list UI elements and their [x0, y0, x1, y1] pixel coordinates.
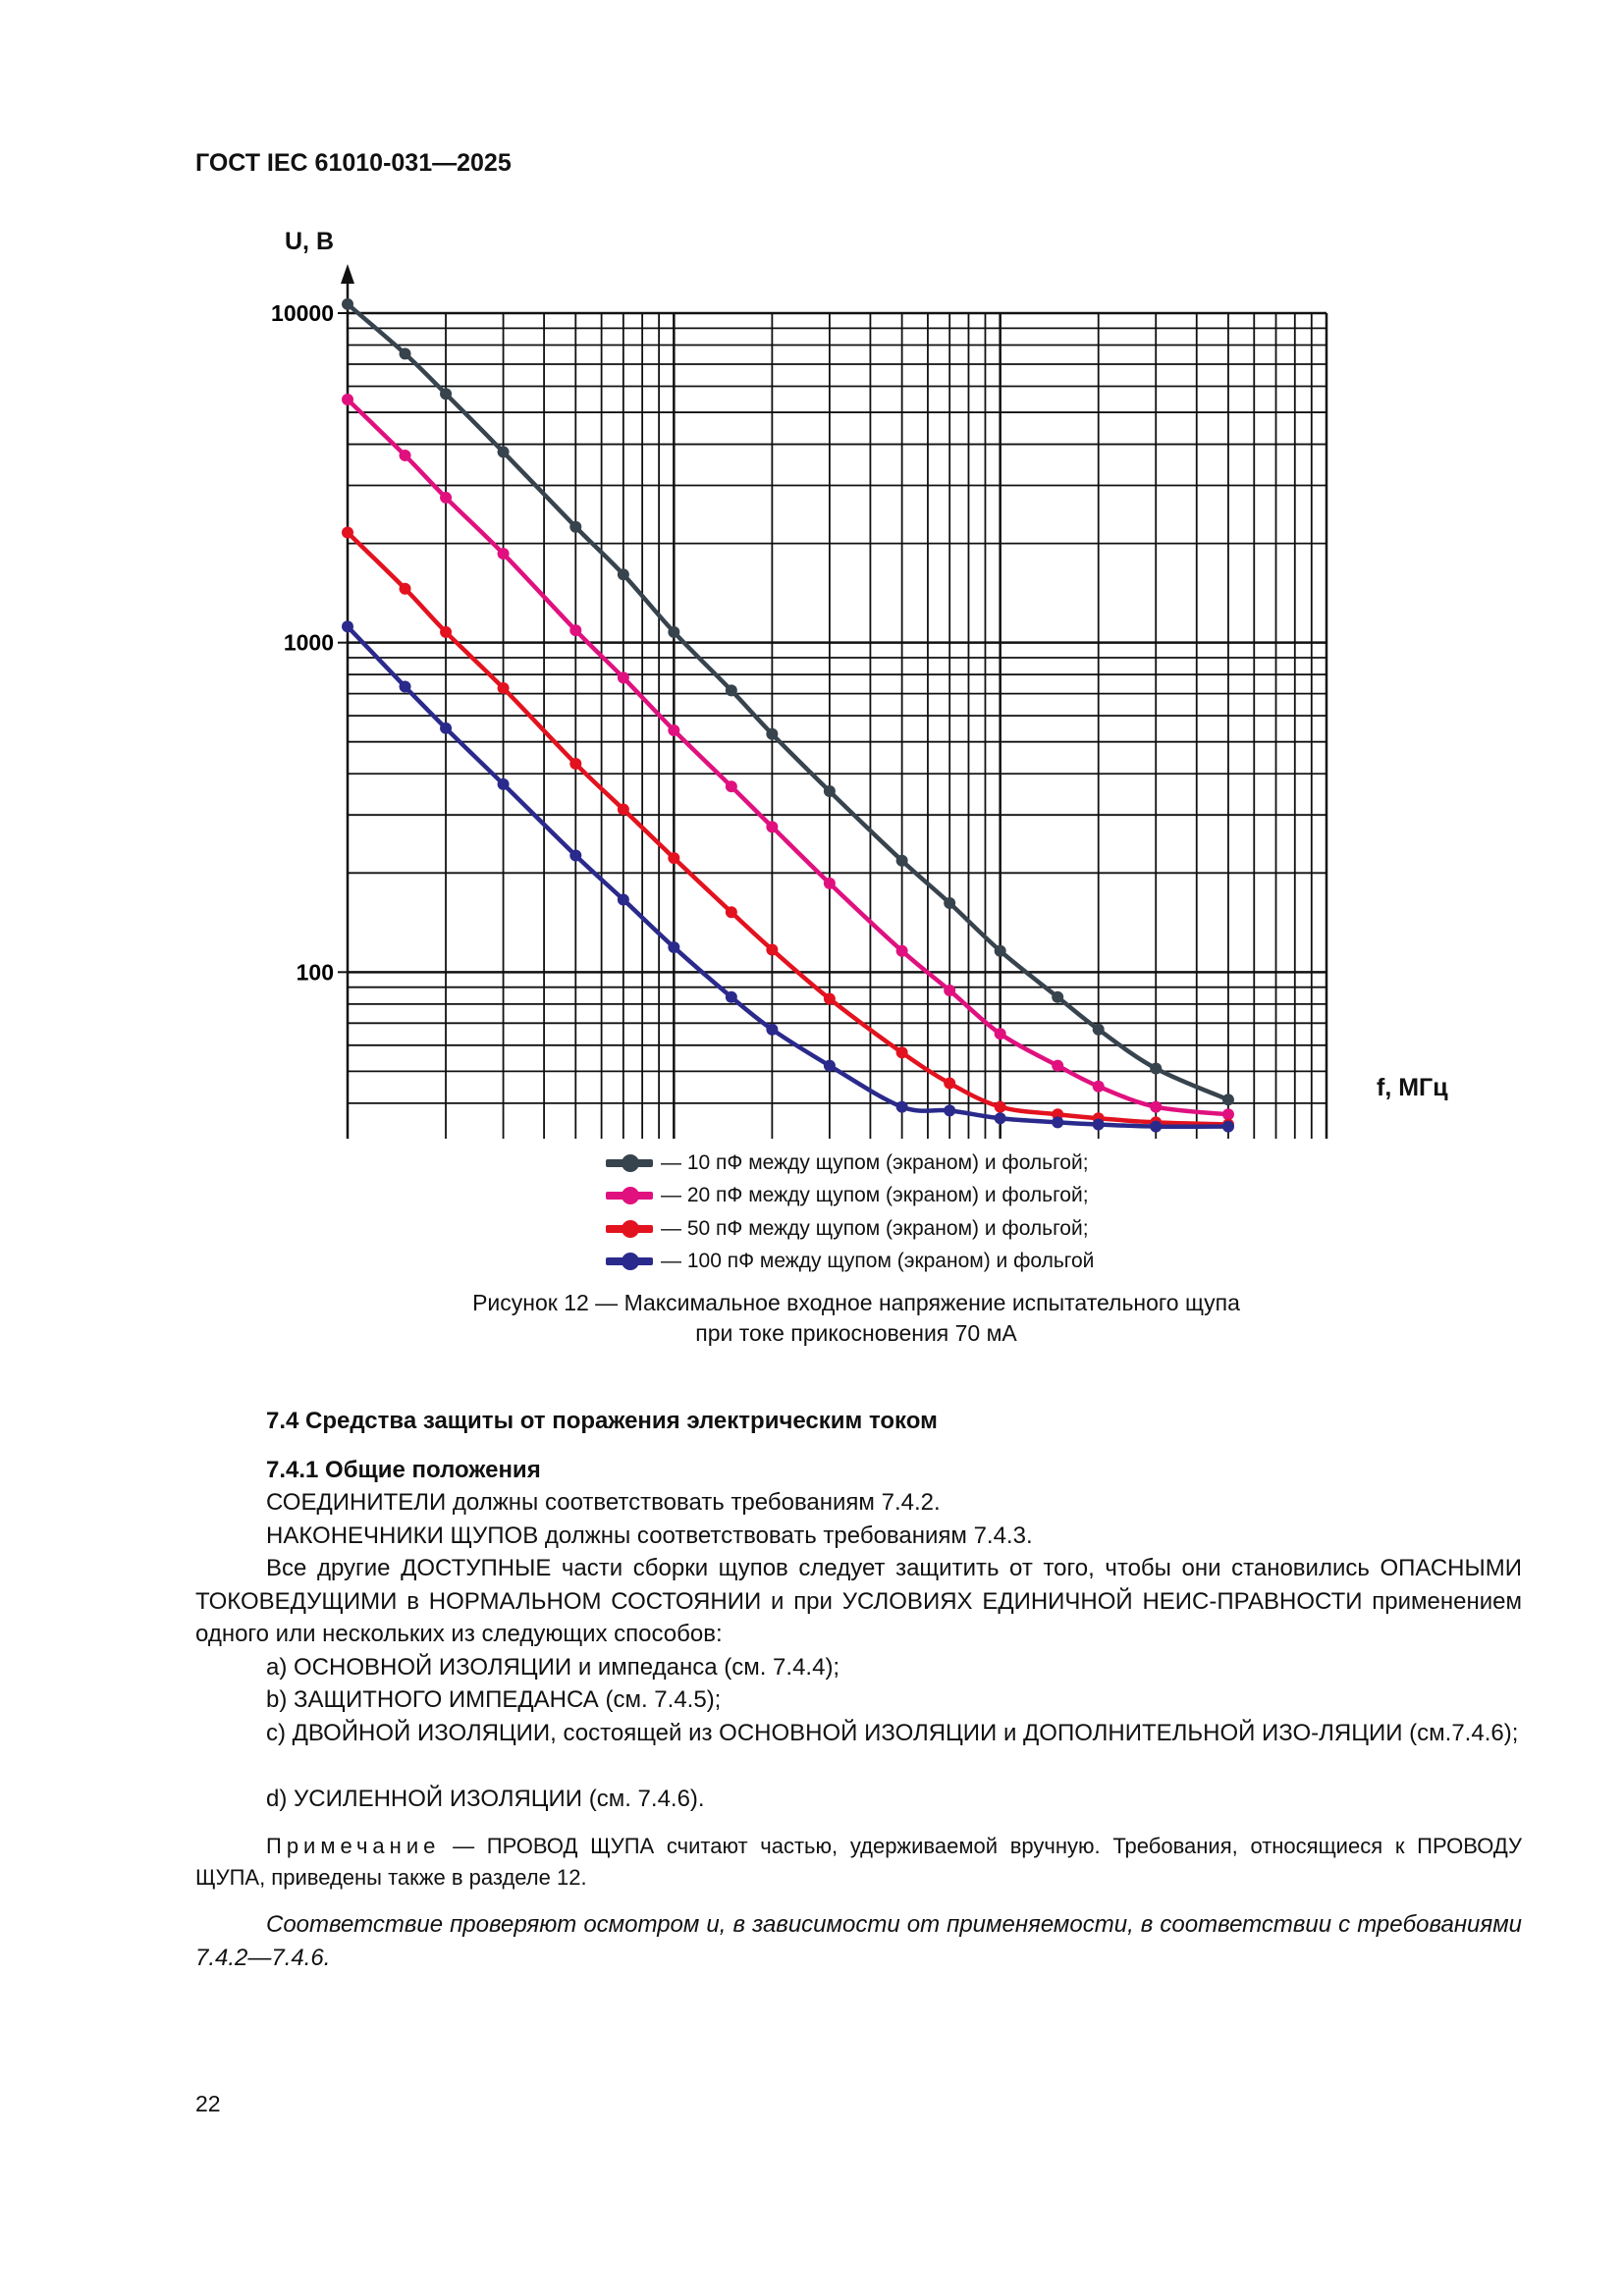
caption-line: Рисунок 12 — Максимальное входное напряжение испытательного щупа: [472, 1290, 1240, 1315]
data-point: [726, 906, 737, 918]
data-point: [440, 722, 452, 734]
series-line: [348, 304, 1228, 1099]
data-point: [498, 778, 510, 790]
legend-label: — 50 пФ между щупом (экраном) и фольгой;: [661, 1216, 1089, 1240]
data-point: [668, 724, 679, 736]
series-line: [348, 400, 1228, 1114]
data-point: [342, 620, 353, 632]
data-point: [498, 682, 510, 694]
data-point: [569, 758, 581, 770]
data-point: [896, 1046, 908, 1058]
legend-label: — 10 пФ между щупом (экраном) и фольгой;: [661, 1150, 1089, 1174]
data-point: [766, 943, 778, 955]
paragraph: СОЕДИНИТЕЛИ должны соответствовать требованиям 7.4.2.: [266, 1489, 941, 1516]
data-point: [1222, 1121, 1234, 1133]
data-point: [1150, 1121, 1162, 1133]
legend-swatch: [606, 1257, 653, 1265]
data-point: [824, 785, 836, 797]
data-point: [400, 347, 411, 359]
data-point: [440, 388, 452, 400]
data-point: [896, 945, 908, 957]
data-point: [342, 298, 353, 310]
data-point: [400, 583, 411, 595]
data-point: [400, 450, 411, 461]
data-point: [668, 941, 679, 953]
list-item: d) УСИЛЕННОЙ ИЗОЛЯЦИИ (см. 7.4.6).: [266, 1786, 705, 1812]
data-point: [498, 446, 510, 457]
data-point: [342, 394, 353, 405]
legend-swatch: [606, 1192, 653, 1200]
legend-item: [606, 1147, 1094, 1180]
series-line: [348, 626, 1228, 1126]
document-header: ГОСТ IEC 61010-031—2025: [195, 149, 512, 177]
data-point: [618, 893, 629, 905]
page-number: 22: [195, 2091, 221, 2116]
data-point: [618, 568, 629, 580]
data-point: [944, 1078, 955, 1090]
data-point: [726, 991, 737, 1003]
data-point: [1093, 1118, 1105, 1130]
data-point: [995, 1028, 1006, 1040]
data-point: [569, 849, 581, 861]
data-point: [498, 548, 510, 560]
legend-label: — 20 пФ между щупом (экраном) и фольгой;: [661, 1184, 1089, 1207]
data-point: [569, 521, 581, 533]
caption-line: при токе прикосновения 70 мА: [695, 1320, 1017, 1346]
legend-label: — 100 пФ между щупом (экраном) и фольгой: [661, 1250, 1095, 1273]
data-point: [440, 492, 452, 504]
note-text: — ПРОВОД ЩУПА считают частью, удерживаемой вручную. Требования, относящиеся к ПРОВОДУ ЩУПА, приведены также в разделе 12.: [195, 1834, 1522, 1890]
legend-item: [606, 1180, 1094, 1213]
data-point: [668, 626, 679, 638]
data-point: [726, 684, 737, 696]
section-heading: 7.4 Средства защиты от поражения электрическим током: [266, 1408, 938, 1434]
data-point: [1150, 1101, 1162, 1113]
data-point: [766, 728, 778, 740]
list-item: a) ОСНОВНОЙ ИЗОЛЯЦИИ и импеданса (см. 7.4.4);: [266, 1654, 840, 1681]
data-point: [995, 1101, 1006, 1113]
data-point: [1150, 1062, 1162, 1074]
voltage-frequency-chart: [0, 0, 1624, 1139]
data-point: [569, 624, 581, 636]
y-tick-label: 100: [296, 959, 334, 986]
data-point: [440, 626, 452, 638]
data-point: [1052, 1060, 1063, 1072]
data-point: [896, 855, 908, 867]
data-point: [668, 852, 679, 864]
y-axis-label: U, В: [285, 228, 334, 255]
data-point: [618, 671, 629, 683]
data-point: [618, 803, 629, 815]
data-point: [824, 992, 836, 1004]
data-point: [824, 1060, 836, 1072]
data-point: [896, 1101, 908, 1113]
y-tick-label: 1000: [283, 629, 334, 656]
compliance-text: Соответствие проверяют осмотром и, в зависимости от применяемости, в соответствии с требованиями 7.4.2—7.4.6.: [195, 1911, 1522, 1971]
data-point: [944, 1104, 955, 1116]
y-axis-arrow: [341, 264, 354, 284]
y-tick-label: 10000: [271, 300, 334, 326]
list-item: b) ЗАЩИТНОГО ИМПЕДАНСА (см. 7.4.5);: [266, 1686, 722, 1713]
data-point: [1222, 1094, 1234, 1105]
data-point: [766, 821, 778, 832]
legend-swatch: [606, 1225, 653, 1233]
legend-item: [606, 1212, 1094, 1246]
figure-caption: [365, 1288, 1347, 1349]
list-item: c) ДВОЙНОЙ ИЗОЛЯЦИИ, состоящей из ОСНОВНОЙ ИЗОЛЯЦИИ и ДОПОЛНИТЕЛЬНОЙ ИЗО-ЛЯЦИИ (см.7.4.6);: [266, 1720, 1519, 1746]
legend-swatch: [606, 1159, 653, 1167]
data-point: [400, 681, 411, 693]
data-point: [944, 985, 955, 996]
data-point: [944, 897, 955, 909]
data-point: [726, 780, 737, 792]
paragraph: НАКОНЕЧНИКИ ЩУПОВ должны соответствовать требованиям 7.4.3.: [266, 1522, 1033, 1549]
data-point: [342, 527, 353, 539]
note: [195, 1831, 1522, 1894]
data-point: [766, 1024, 778, 1036]
data-point: [1093, 1024, 1105, 1036]
data-point: [995, 1112, 1006, 1124]
x-axis-label: f, МГц: [1377, 1074, 1448, 1101]
paragraph: Все другие ДОСТУПНЫЕ части сборки щупов следует защитить от того, чтобы они становились ОПАСНЫМИ ТОКОВЕДУЩИМИ в НОРМАЛЬНОМ СОСТОЯНИИ и при УСЛОВИЯХ ЕДИНИЧНОЙ НЕИС-ПРАВНОСТИ применением одного или нескольких из следующих способов:: [195, 1555, 1522, 1647]
subsection-heading: 7.4.1 Общие положения: [266, 1457, 541, 1483]
data-point: [1052, 991, 1063, 1003]
data-point: [995, 945, 1006, 957]
data-point: [1052, 1116, 1063, 1128]
series-line: [348, 533, 1228, 1125]
data-point: [824, 878, 836, 889]
chart-legend: [606, 1147, 1094, 1278]
note-label: Примечание: [266, 1834, 441, 1858]
legend-item: [606, 1246, 1094, 1279]
data-point: [1093, 1081, 1105, 1093]
